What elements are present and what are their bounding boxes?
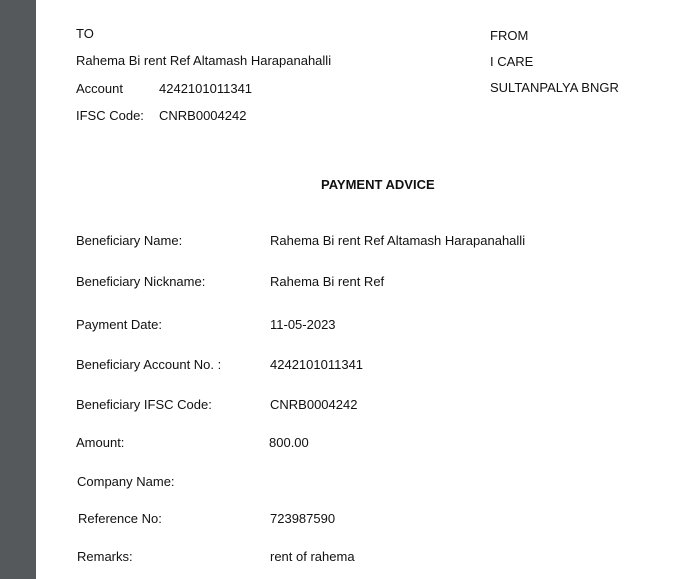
beneficiary-name-value: Rahema Bi rent Ref Altamash Harapanahalli — [270, 233, 526, 248]
document-title: PAYMENT ADVICE — [321, 177, 435, 192]
to-heading: TO — [76, 26, 94, 41]
to-account-value: 4242101011341 — [159, 81, 253, 96]
to-account-label: Account — [76, 81, 123, 96]
to-beneficiary-name: Rahema Bi rent Ref Altamash Harapanahalli — [76, 53, 332, 68]
reference-number-value: 723987590 — [270, 511, 336, 526]
to-ifsc-label: IFSC Code: — [76, 108, 144, 123]
reference-number-label: Reference No: — [78, 511, 162, 526]
beneficiary-nickname-value: Rahema Bi rent Ref — [270, 274, 385, 289]
document-page — [36, 0, 690, 579]
remarks-label: Remarks: — [77, 549, 133, 564]
remarks-value: rent of rahema — [270, 549, 355, 564]
viewer-left-gutter — [0, 0, 36, 579]
payment-date-value: 11-05-2023 — [270, 317, 336, 332]
payment-date-label: Payment Date: — [76, 317, 162, 332]
account-number-label: Beneficiary Account No. : — [76, 357, 222, 372]
amount-value: 800.00 — [269, 435, 309, 450]
amount-label: Amount: — [76, 435, 125, 450]
from-line-2: SULTANPALYA BNGR — [490, 80, 619, 95]
beneficiary-name-label: Beneficiary Name: — [76, 233, 183, 248]
account-number-value: 4242101011341 — [270, 357, 364, 372]
from-heading: FROM — [490, 28, 529, 43]
company-name-label: Company Name: — [77, 474, 175, 489]
ifsc-code-label: Beneficiary IFSC Code: — [76, 397, 212, 412]
beneficiary-nickname-label: Beneficiary Nickname: — [76, 274, 206, 289]
ifsc-code-value: CNRB0004242 — [270, 397, 358, 412]
to-ifsc-value: CNRB0004242 — [159, 108, 247, 123]
from-line-1: I CARE — [490, 54, 534, 69]
